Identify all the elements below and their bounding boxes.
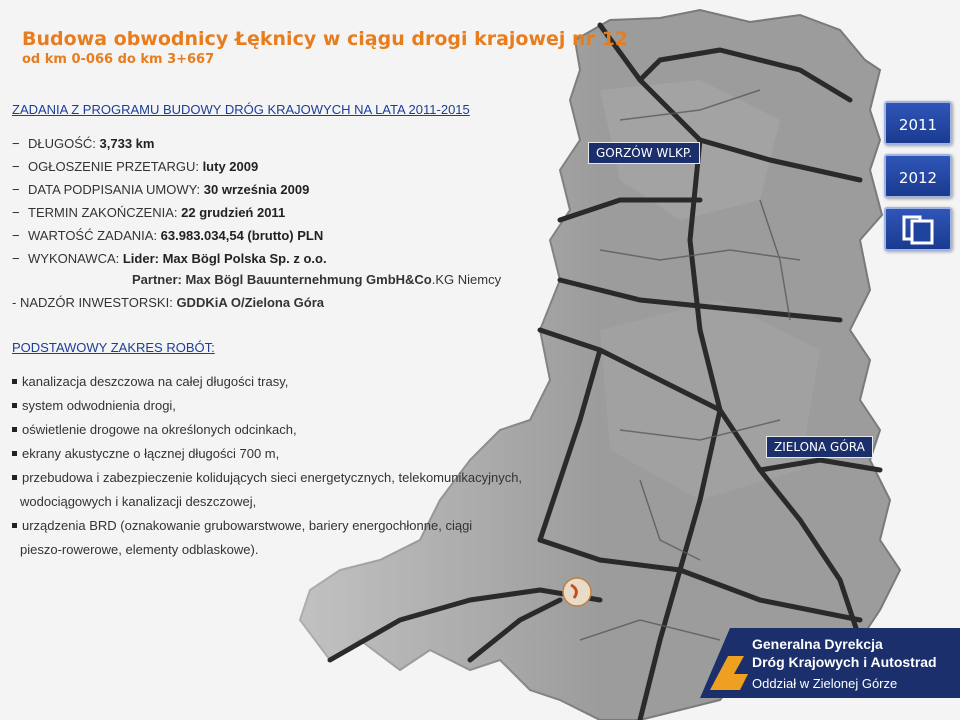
scope-list — [12, 370, 522, 562]
info-partner: Partner: Max Bögl Bauunternehmung GmbH&Co.KG Niemcy — [132, 272, 502, 287]
dash-icon: − — [12, 228, 20, 243]
location-marker-icon — [563, 578, 591, 606]
scope-item: przebudowa i zabezpieczenie kolidujących sieci energetycznych, telekomunikacyjnych, wodociągowych i kanalizacji deszczowej, — [12, 466, 522, 514]
scope-heading: PODSTAWOWY ZAKRES ROBÓT: — [12, 340, 215, 355]
year-2012-button[interactable]: 2012 — [884, 154, 952, 198]
logo-line-1: Generalna Dyrekcja — [752, 636, 883, 652]
info-supervision: - NADZÓR INWESTORSKI: GDDKiA O/Zielona Góra — [12, 295, 325, 310]
bullet-icon — [12, 379, 17, 384]
info-contract-date: − DATA PODPISANIA UMOWY: 30 września 2009 — [12, 182, 310, 197]
bullet-icon — [12, 451, 17, 456]
info-deadline: − TERMIN ZAKOŃCZENIA: 22 grudzień 2011 — [12, 205, 286, 220]
page-title: Budowa obwodnicy Łęknicy w ciągu drogi krajowej nr 12 — [22, 28, 629, 50]
logo-line-3: Oddział w Zielonej Górze — [752, 676, 898, 691]
scope-item: system odwodnienia drogi, — [12, 394, 522, 418]
logo-line-2: Dróg Krajowych i Autostrad — [752, 654, 937, 670]
dash-icon: − — [12, 205, 20, 220]
scope-item: ekrany akustyczne o łącznej długości 700 m, — [12, 442, 522, 466]
year-2011-button[interactable]: 2011 — [884, 101, 952, 145]
bullet-icon — [12, 427, 17, 432]
project-info-list — [12, 136, 327, 274]
dash-icon: − — [12, 251, 20, 266]
program-heading: ZADANIA Z PROGRAMU BUDOWY DRÓG KRAJOWYCH NA LATA 2011-2015 — [12, 102, 470, 117]
scope-item: urządzenia BRD (oznakowanie grubowarstwowe, bariery energochłonne, ciągi pieszo-rowerowe, elementy odblaskowe). — [12, 514, 522, 562]
page-subtitle: od km 0-066 do km 3+667 — [22, 52, 215, 67]
info-value: − WARTOŚĆ ZADANIA: 63.983.034,54 (brutto) PLN — [12, 228, 324, 243]
dash-icon: − — [12, 136, 20, 151]
info-length: − DŁUGOŚĆ: 3,733 km — [12, 136, 155, 151]
dash-icon: − — [12, 159, 20, 174]
scope-item: oświetlenie drogowe na określonych odcinkach, — [12, 418, 522, 442]
dash-icon: − — [12, 182, 20, 197]
bullet-icon — [12, 403, 17, 408]
bullet-icon — [12, 523, 17, 528]
pages-icon — [886, 209, 950, 249]
info-tender: − OGŁOSZENIE PRZETARGU: luty 2009 — [12, 159, 259, 174]
pages-button[interactable] — [884, 207, 952, 251]
bullet-icon — [12, 475, 17, 480]
map-label-gorzow[interactable]: GORZÓW WLKP. — [588, 142, 700, 164]
info-contractor: − WYKONAWCA: Lider: Max Bögl Polska Sp. z o.o. — [12, 251, 327, 266]
scope-item: kanalizacja deszczowa na całej długości trasy, — [12, 370, 522, 394]
map-label-zielona-gora[interactable]: ZIELONA GÓRA — [766, 436, 873, 458]
